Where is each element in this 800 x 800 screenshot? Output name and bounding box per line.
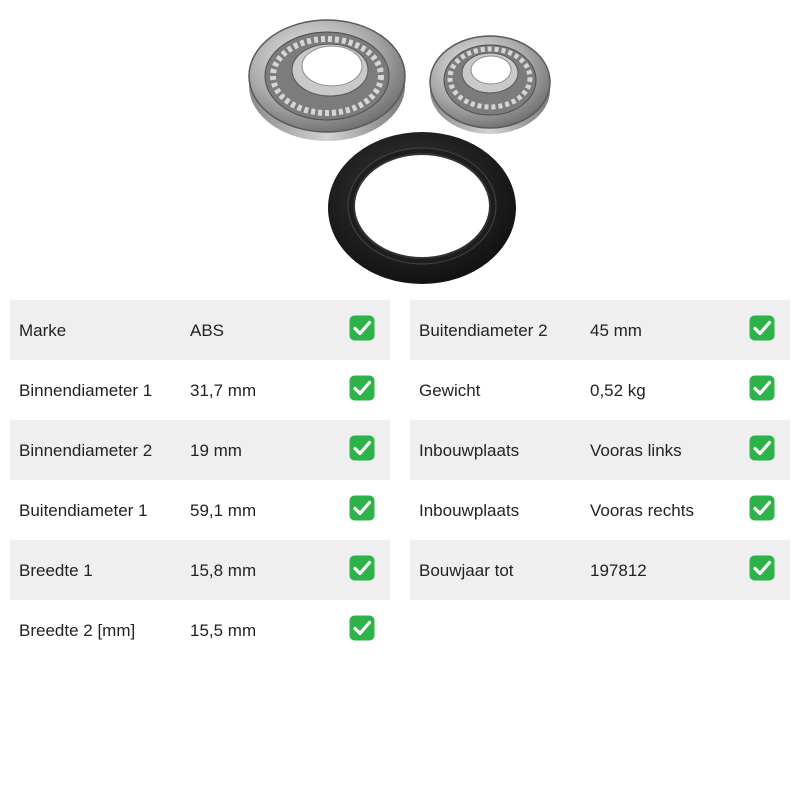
spec-label: Breedte 2 [mm] (19, 621, 136, 640)
check-icon (749, 495, 775, 521)
spec-row (410, 420, 790, 480)
spec-value: Vooras links (590, 441, 682, 460)
spec-value: 197812 (590, 561, 647, 580)
product-image (240, 8, 560, 288)
check-icon (349, 555, 375, 581)
spec-value: Vooras rechts (590, 501, 694, 520)
spec-row (410, 540, 790, 600)
spec-label: Buitendiameter 1 (19, 501, 148, 520)
check-icon (749, 375, 775, 401)
spec-row (10, 480, 390, 540)
spec-label: Bouwjaar tot (419, 561, 514, 580)
spec-label: Breedte 1 (19, 561, 93, 580)
check-icon (349, 495, 375, 521)
spec-value: 31,7 mm (190, 381, 257, 400)
check-icon (349, 615, 375, 641)
spec-row (410, 300, 790, 360)
spec-table-right (410, 300, 790, 600)
check-icon (349, 435, 375, 461)
spec-table-left (10, 300, 390, 660)
spec-label: Inbouwplaats (419, 501, 520, 520)
spec-label: Buitendiameter 2 (419, 321, 548, 340)
spec-value: 19 mm (190, 441, 242, 460)
spec-value: 15,5 mm (190, 621, 257, 640)
check-icon (749, 555, 775, 581)
spec-label: Binnendiameter 1 (19, 381, 153, 400)
spec-row (10, 300, 390, 360)
small-bearing-icon (430, 36, 550, 134)
spec-row (10, 420, 390, 480)
spec-label: Binnendiameter 2 (19, 441, 153, 460)
spec-value: 59,1 mm (190, 501, 257, 520)
spec-value: 15,8 mm (190, 561, 257, 580)
spec-row (10, 360, 390, 420)
spec-row (10, 600, 390, 660)
spec-row (410, 480, 790, 540)
seal-ring-icon (328, 132, 516, 284)
spec-label: Marke (19, 321, 67, 340)
spec-label: Inbouwplaats (419, 441, 520, 460)
spec-value: ABS (190, 321, 225, 340)
spec-value: 0,52 kg (590, 381, 646, 400)
check-icon (349, 315, 375, 341)
large-bearing-icon (249, 20, 405, 141)
check-icon (749, 315, 775, 341)
check-icon (749, 435, 775, 461)
spec-row (10, 540, 390, 600)
spec-value: 45 mm (590, 321, 642, 340)
check-icon (349, 375, 375, 401)
spec-row (410, 360, 790, 420)
spec-label: Gewicht (419, 381, 481, 400)
